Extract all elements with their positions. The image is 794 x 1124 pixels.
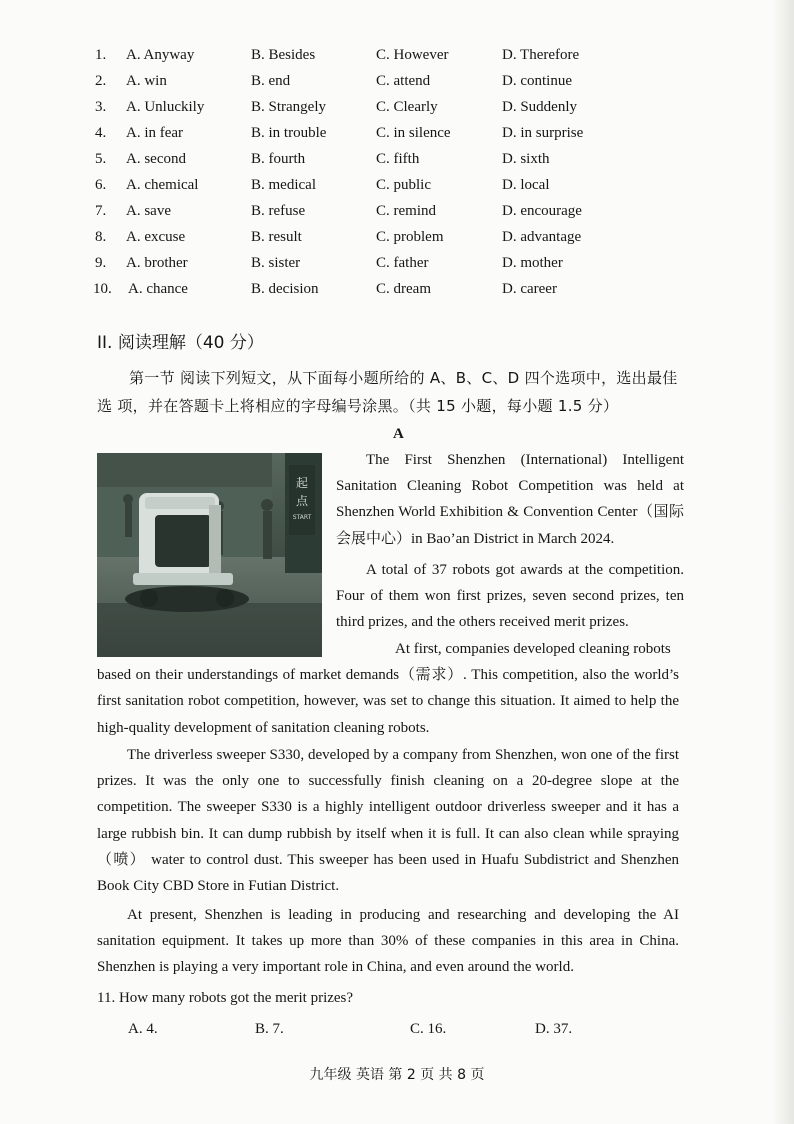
option-a: A. save xyxy=(126,203,171,219)
option-row xyxy=(0,151,794,175)
option-d: D. Therefore xyxy=(502,47,580,63)
paragraph-3-first-line: At first, companies developed cleaning robots xyxy=(395,641,671,657)
option-b: B. sister xyxy=(251,255,301,271)
question-number: 5. xyxy=(95,151,107,167)
answer-d: D. 37. xyxy=(535,1021,573,1037)
passage-paragraph-5: At present, Shenzhen is leading in producing and researching and developing the AI sanitation equipment. It takes up more than 30% of these companies in this area in China. Shenzhen is playing a very important role in China, and even around the world. xyxy=(97,907,679,976)
option-d: D. local xyxy=(502,177,550,193)
option-a: A. second xyxy=(126,151,186,167)
question-number: 3. xyxy=(95,99,107,115)
option-row xyxy=(0,229,794,253)
option-b: B. in trouble xyxy=(251,125,327,141)
option-c: C. public xyxy=(376,177,431,193)
question-number: 8. xyxy=(95,229,107,245)
question-number: 6. xyxy=(95,177,107,193)
option-c: C. remind xyxy=(376,203,436,219)
question-number: 4. xyxy=(95,125,107,141)
option-b: B. refuse xyxy=(251,203,306,219)
robot-photo-image xyxy=(97,453,322,657)
option-row xyxy=(0,99,794,123)
option-row xyxy=(0,73,794,97)
photo-sign-start-2: 点 xyxy=(295,494,309,508)
section-title: II. 阅读理解（40 分） xyxy=(97,333,264,353)
option-d: D. Suddenly xyxy=(502,99,577,115)
photo-sign-start-en: START xyxy=(292,514,312,521)
passage-paragraph-2: A total of 37 robots got awards at the competition. Four of them won first prizes, seven second prizes, ten third prizes, and the others received merit prizes. xyxy=(336,562,684,631)
option-d: D. encourage xyxy=(502,203,582,219)
option-b: B. result xyxy=(251,229,302,245)
option-c: C. attend xyxy=(376,73,431,89)
option-b: B. Strangely xyxy=(251,99,326,115)
option-d: D. continue xyxy=(502,73,572,89)
option-c: C. in silence xyxy=(376,125,451,141)
option-a: A. chemical xyxy=(126,177,199,193)
passage-label: A xyxy=(393,426,404,442)
option-c: C. problem xyxy=(376,229,444,245)
question-number: 2. xyxy=(95,73,107,89)
page-footer: 九年级 英语 第 2 页 共 8 页 xyxy=(309,1067,485,1083)
question-number: 10. xyxy=(93,281,112,297)
option-b: B. Besides xyxy=(251,47,316,63)
option-c: C. dream xyxy=(376,281,431,297)
passage-paragraph-3 xyxy=(97,636,679,741)
option-c: C. father xyxy=(376,255,429,271)
option-b: B. decision xyxy=(251,281,319,297)
option-a: A. brother xyxy=(126,255,188,271)
option-a: A. in fear xyxy=(126,125,184,141)
option-c: C. However xyxy=(376,47,449,63)
option-a: A. Unluckily xyxy=(126,99,205,115)
section-instruction: 第一节 阅读下列短文，从下面每小题所给的 A、B、C、D 四个选项中，选出最佳选 项，并在答题卡上将相应的字母编号涂黑。（共 15 小题，每小题 1.5 分） xyxy=(97,369,678,415)
option-row xyxy=(0,125,794,149)
photo-sign-start: 起 xyxy=(295,476,309,490)
option-a: A. excuse xyxy=(126,229,186,245)
question-11: 11. How many robots got the merit prizes? xyxy=(97,990,354,1006)
passage-paragraph-4: The driverless sweeper S330, developed by a company from Shenzhen, won one of the first prizes. It was the only one to successfully finish cleaning on a 20-degree slope at the competition. The sweeper S330 is a highly intelligent outdoor driverless sweeper and it has a large rubbish bin. It can dump rubbish by itself when it is full. It can also clean while spraying（喷） water to control dust. This sweeper has been used in Huafu Subdistrict and Shenzhen Book City CBD Store in Futian District. xyxy=(97,747,679,895)
option-b: B. fourth xyxy=(251,151,306,167)
option-d: D. mother xyxy=(502,255,563,271)
option-b: B. medical xyxy=(251,177,316,193)
option-c: C. Clearly xyxy=(376,99,438,115)
option-b: B. end xyxy=(251,73,291,89)
option-row xyxy=(0,281,794,305)
option-d: D. in surprise xyxy=(502,125,584,141)
option-d: D. sixth xyxy=(502,151,550,167)
option-d: D. career xyxy=(502,281,557,297)
option-row xyxy=(0,203,794,227)
robot-competition-photo xyxy=(97,453,322,657)
option-a: A. chance xyxy=(128,281,188,297)
answer-b: B. 7. xyxy=(255,1021,284,1037)
paragraph-3-rest: based on their understandings of market demands（需求）. This competition, also the world’s first sanitation robot competition, however, was set to change this situation. It aimed to help the high-quality development of sanitation cleaning robots. xyxy=(97,667,679,736)
option-d: D. advantage xyxy=(502,229,582,245)
question-number: 9. xyxy=(95,255,107,271)
option-a: A. Anyway xyxy=(126,47,195,63)
answer-a: A. 4. xyxy=(128,1021,158,1037)
option-row xyxy=(0,255,794,279)
option-a: A. win xyxy=(126,73,167,89)
question-number: 7. xyxy=(95,203,107,219)
option-c: C. fifth xyxy=(376,151,420,167)
answer-c: C. 16. xyxy=(410,1021,447,1037)
option-row xyxy=(0,177,794,201)
passage-paragraph-1: The First Shenzhen (International) Intelligent Sanitation Cleaning Robot Competition was held at Shenzhen World Exhibition & Convention Center（国际会展中心）in Bao’an District in March 2024. xyxy=(336,452,684,547)
question-number: 1. xyxy=(95,47,107,63)
option-row xyxy=(0,47,794,71)
